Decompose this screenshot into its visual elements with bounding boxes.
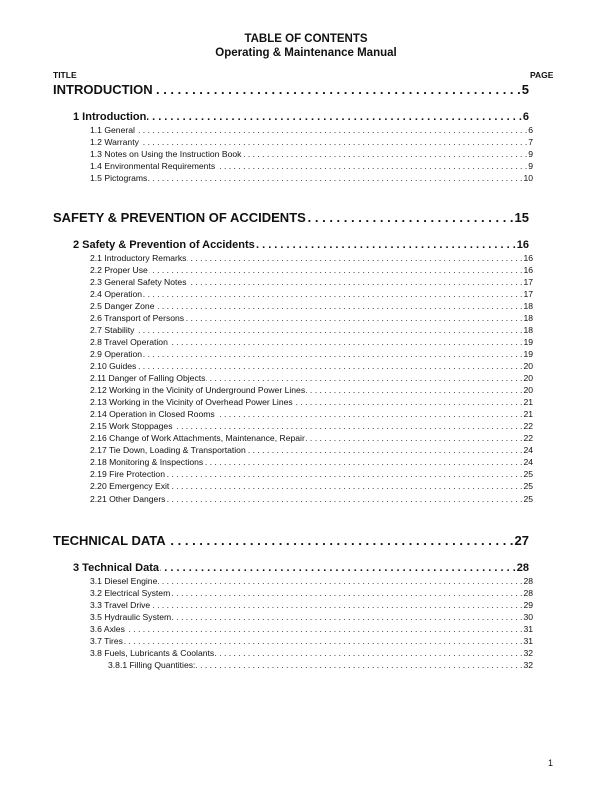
dot-leader <box>185 313 522 323</box>
entry-page-number: 28 <box>523 587 533 598</box>
dot-leader <box>135 325 522 335</box>
dot-leader <box>126 624 523 634</box>
dot-leader <box>148 173 522 183</box>
entry-page-number: 17 <box>523 276 533 287</box>
toc-chapter[interactable] <box>73 562 529 574</box>
toc-item[interactable] <box>90 325 533 335</box>
toc-item[interactable] <box>90 337 533 347</box>
entry-page-number: 18 <box>523 312 533 323</box>
entry-page-number: 28 <box>516 562 529 574</box>
entry-page-number: 25 <box>523 469 533 480</box>
dot-leader <box>137 361 522 371</box>
dot-leader <box>247 445 523 455</box>
entry-title: 3.8 Fuels, Lubricants & Coolants <box>90 647 215 658</box>
dot-leader <box>160 562 516 574</box>
entry-page-number: 32 <box>523 659 533 670</box>
toc-item[interactable] <box>90 612 533 622</box>
entry-title: 1.5 Pictograms <box>90 172 148 183</box>
dot-leader <box>158 576 522 586</box>
dot-leader <box>143 349 522 359</box>
entry-page-number: 22 <box>523 421 533 432</box>
toc-item[interactable] <box>90 361 533 371</box>
dot-leader <box>204 457 522 467</box>
toc-item[interactable] <box>90 385 533 395</box>
toc-section[interactable] <box>53 210 529 225</box>
toc-item[interactable] <box>90 409 533 419</box>
column-header-title: TITLE <box>53 70 77 80</box>
toc-item[interactable] <box>90 161 533 171</box>
entry-page-number: 16 <box>516 239 529 251</box>
toc-title: TABLE OF CONTENTS <box>244 33 368 45</box>
toc-item[interactable] <box>90 253 533 263</box>
toc-item[interactable] <box>90 125 533 135</box>
entry-page-number: 24 <box>523 445 533 456</box>
entry-title: 1.3 Notes on Using the Instruction Book <box>90 148 242 159</box>
entry-title: 3.2 Electrical System <box>90 587 171 598</box>
dot-leader <box>294 397 523 407</box>
entry-title: 2.1 Introductory Remarks <box>90 252 187 263</box>
entry-title: 2.18 Monitoring & Inspections <box>90 457 204 468</box>
entry-page-number: 28 <box>523 575 533 586</box>
toc-item[interactable] <box>90 265 533 275</box>
dot-leader <box>140 137 527 147</box>
entry-title: 3 Technical Data <box>73 562 159 574</box>
entry-title: 2.13 Working in the Vicinity of Overhead Power Lines <box>90 397 293 408</box>
entry-page-number: 16 <box>523 252 533 263</box>
entry-title: 2.16 Change of Work Attachments, Maintenance, Repair <box>90 433 305 444</box>
entry-page-number: 21 <box>523 397 533 408</box>
entry-page-number: 5 <box>521 82 529 97</box>
entry-page-number: 18 <box>523 300 533 311</box>
entry-page-number: 18 <box>523 324 533 335</box>
entry-title: 3.6 Axles <box>90 623 125 634</box>
toc-item[interactable] <box>90 636 533 646</box>
toc-item[interactable] <box>90 373 533 383</box>
entry-page-number: 6 <box>528 124 533 135</box>
entry-title: 2.7 Stability <box>90 324 135 335</box>
entry-title: 1 Introduction <box>73 111 147 123</box>
dot-leader <box>256 239 516 251</box>
entry-page-number: 25 <box>523 493 533 504</box>
entry-title: 2.19 Fire Protection <box>90 469 165 480</box>
entry-page-number: 29 <box>523 599 533 610</box>
entry-title: INTRODUCTION <box>53 82 153 97</box>
toc-item[interactable] <box>90 469 533 479</box>
toc-chapter[interactable] <box>73 239 529 251</box>
entry-page-number: 17 <box>523 288 533 299</box>
entry-page-number: 20 <box>523 373 533 383</box>
entry-page-number: 7 <box>528 136 533 147</box>
toc-item[interactable] <box>90 173 533 183</box>
entry-page-number: 21 <box>523 409 533 420</box>
entry-page-number: 10 <box>523 172 533 183</box>
entry-title: 2.8 Travel Operation <box>90 336 168 347</box>
toc-item[interactable] <box>90 421 533 431</box>
dot-leader <box>143 289 522 299</box>
page-number: 1 <box>548 758 554 768</box>
entry-title: 3.5 Hydraulic System <box>90 611 172 622</box>
entry-page-number: 20 <box>523 385 533 396</box>
entry-page-number: 19 <box>523 336 533 347</box>
entry-title: 2.2 Proper Use <box>90 264 148 275</box>
dot-leader <box>166 494 522 504</box>
toc-item[interactable] <box>90 289 533 299</box>
toc-item[interactable] <box>90 624 533 634</box>
entry-page-number: 25 <box>523 481 533 492</box>
dot-leader <box>147 111 522 123</box>
entry-page-number: 32 <box>523 647 533 658</box>
entry-page-number: 20 <box>523 360 533 371</box>
entry-title: 2.11 Danger of Falling Objects <box>90 373 206 383</box>
entry-title: 3.1 Diesel Engine <box>90 575 158 586</box>
toc-item[interactable] <box>90 588 533 598</box>
toc-item[interactable] <box>90 349 533 359</box>
entry-page-number: 31 <box>523 623 533 634</box>
toc-item[interactable] <box>90 648 533 658</box>
manual-subtitle: Operating & Maintenance Manual <box>215 47 397 59</box>
dot-leader <box>149 265 523 275</box>
entry-title: 3.7 Tires <box>90 635 123 646</box>
entry-page-number: 22 <box>523 433 533 444</box>
entry-page-number: 27 <box>514 533 529 548</box>
dot-leader <box>154 82 521 97</box>
entry-title: 2.10 Guides <box>90 360 137 371</box>
toc-item[interactable] <box>90 600 533 610</box>
dot-leader <box>206 373 522 383</box>
entry-page-number: 15 <box>514 210 529 225</box>
entry-title: 2.6 Transport of Persons <box>90 312 185 323</box>
entry-title: 2.20 Emergency Exit <box>90 481 170 492</box>
entry-page-number: 9 <box>528 160 533 171</box>
dot-leader <box>172 612 522 622</box>
entry-title: 2.14 Operation in Closed Rooms <box>90 409 215 420</box>
toc-section[interactable] <box>53 82 529 97</box>
entry-title: 2.17 Tie Down, Loading & Transportation <box>90 445 246 456</box>
dot-leader <box>307 210 514 225</box>
toc-item[interactable] <box>90 445 533 455</box>
dot-leader <box>166 469 522 479</box>
dot-leader <box>174 421 523 431</box>
entry-title: 2.4 Operation <box>90 288 143 299</box>
entry-title: 2.5 Danger Zone <box>90 300 155 311</box>
entry-title: 2.15 Work Stoppages <box>90 421 173 432</box>
dot-leader <box>215 648 522 658</box>
toc-item[interactable] <box>90 277 533 287</box>
dot-leader <box>196 660 522 670</box>
entry-title: 2.3 General Safety Notes <box>90 276 187 287</box>
dot-leader <box>167 533 514 548</box>
toc-item[interactable] <box>90 149 533 159</box>
entry-title: 3.8.1 Filling Quantities: <box>108 659 196 670</box>
toc-item[interactable] <box>90 397 533 407</box>
dot-leader <box>171 588 522 598</box>
dot-leader <box>242 149 527 159</box>
entry-page-number: 24 <box>523 457 533 468</box>
entry-title: SAFETY & PREVENTION OF ACCIDENTS <box>53 210 306 225</box>
entry-title: 1.2 Warranty <box>90 136 139 147</box>
toc-item[interactable] <box>108 660 533 670</box>
dot-leader <box>188 277 523 287</box>
entry-page-number: 31 <box>523 635 533 646</box>
entry-title: TECHNICAL DATA <box>53 533 166 548</box>
dot-leader <box>156 301 523 311</box>
dot-leader <box>169 337 523 347</box>
dot-leader <box>151 600 522 610</box>
toc-item[interactable] <box>90 481 533 491</box>
entry-title: 2 Safety & Prevention of Accidents <box>73 239 255 251</box>
entry-title: 2.9 Operation <box>90 348 143 359</box>
dot-leader <box>136 125 527 135</box>
entry-title: 1.4 Environmental Requirements <box>90 160 216 171</box>
toc-chapter[interactable] <box>73 111 529 123</box>
dot-leader <box>216 409 523 419</box>
toc-item[interactable] <box>90 301 533 311</box>
toc-item[interactable] <box>90 457 533 467</box>
dot-leader <box>306 385 522 395</box>
entry-title: 3.3 Travel Drive <box>90 599 151 610</box>
entry-page-number: 19 <box>523 348 533 359</box>
toc-item[interactable] <box>90 137 533 147</box>
column-header-page: PAGE <box>530 70 554 80</box>
entry-title: 2.12 Working in the Vicinity of Underground Power Lines <box>90 385 306 396</box>
dot-leader <box>216 161 527 171</box>
dot-leader <box>187 253 522 263</box>
dot-leader <box>306 433 523 443</box>
toc-item[interactable] <box>90 433 533 443</box>
entry-page-number: 16 <box>523 264 533 275</box>
toc-item[interactable] <box>90 494 533 504</box>
entry-page-number: 9 <box>528 148 533 159</box>
entry-title: 2.21 Other Dangers <box>90 493 166 504</box>
entry-page-number: 30 <box>523 611 533 622</box>
toc-section[interactable] <box>53 533 529 548</box>
entry-page-number: 6 <box>522 111 529 123</box>
dot-leader <box>124 636 522 646</box>
dot-leader <box>170 481 522 491</box>
toc-item[interactable] <box>90 576 533 586</box>
entry-title: 1.1 General <box>90 124 135 135</box>
toc-item[interactable] <box>90 313 533 323</box>
